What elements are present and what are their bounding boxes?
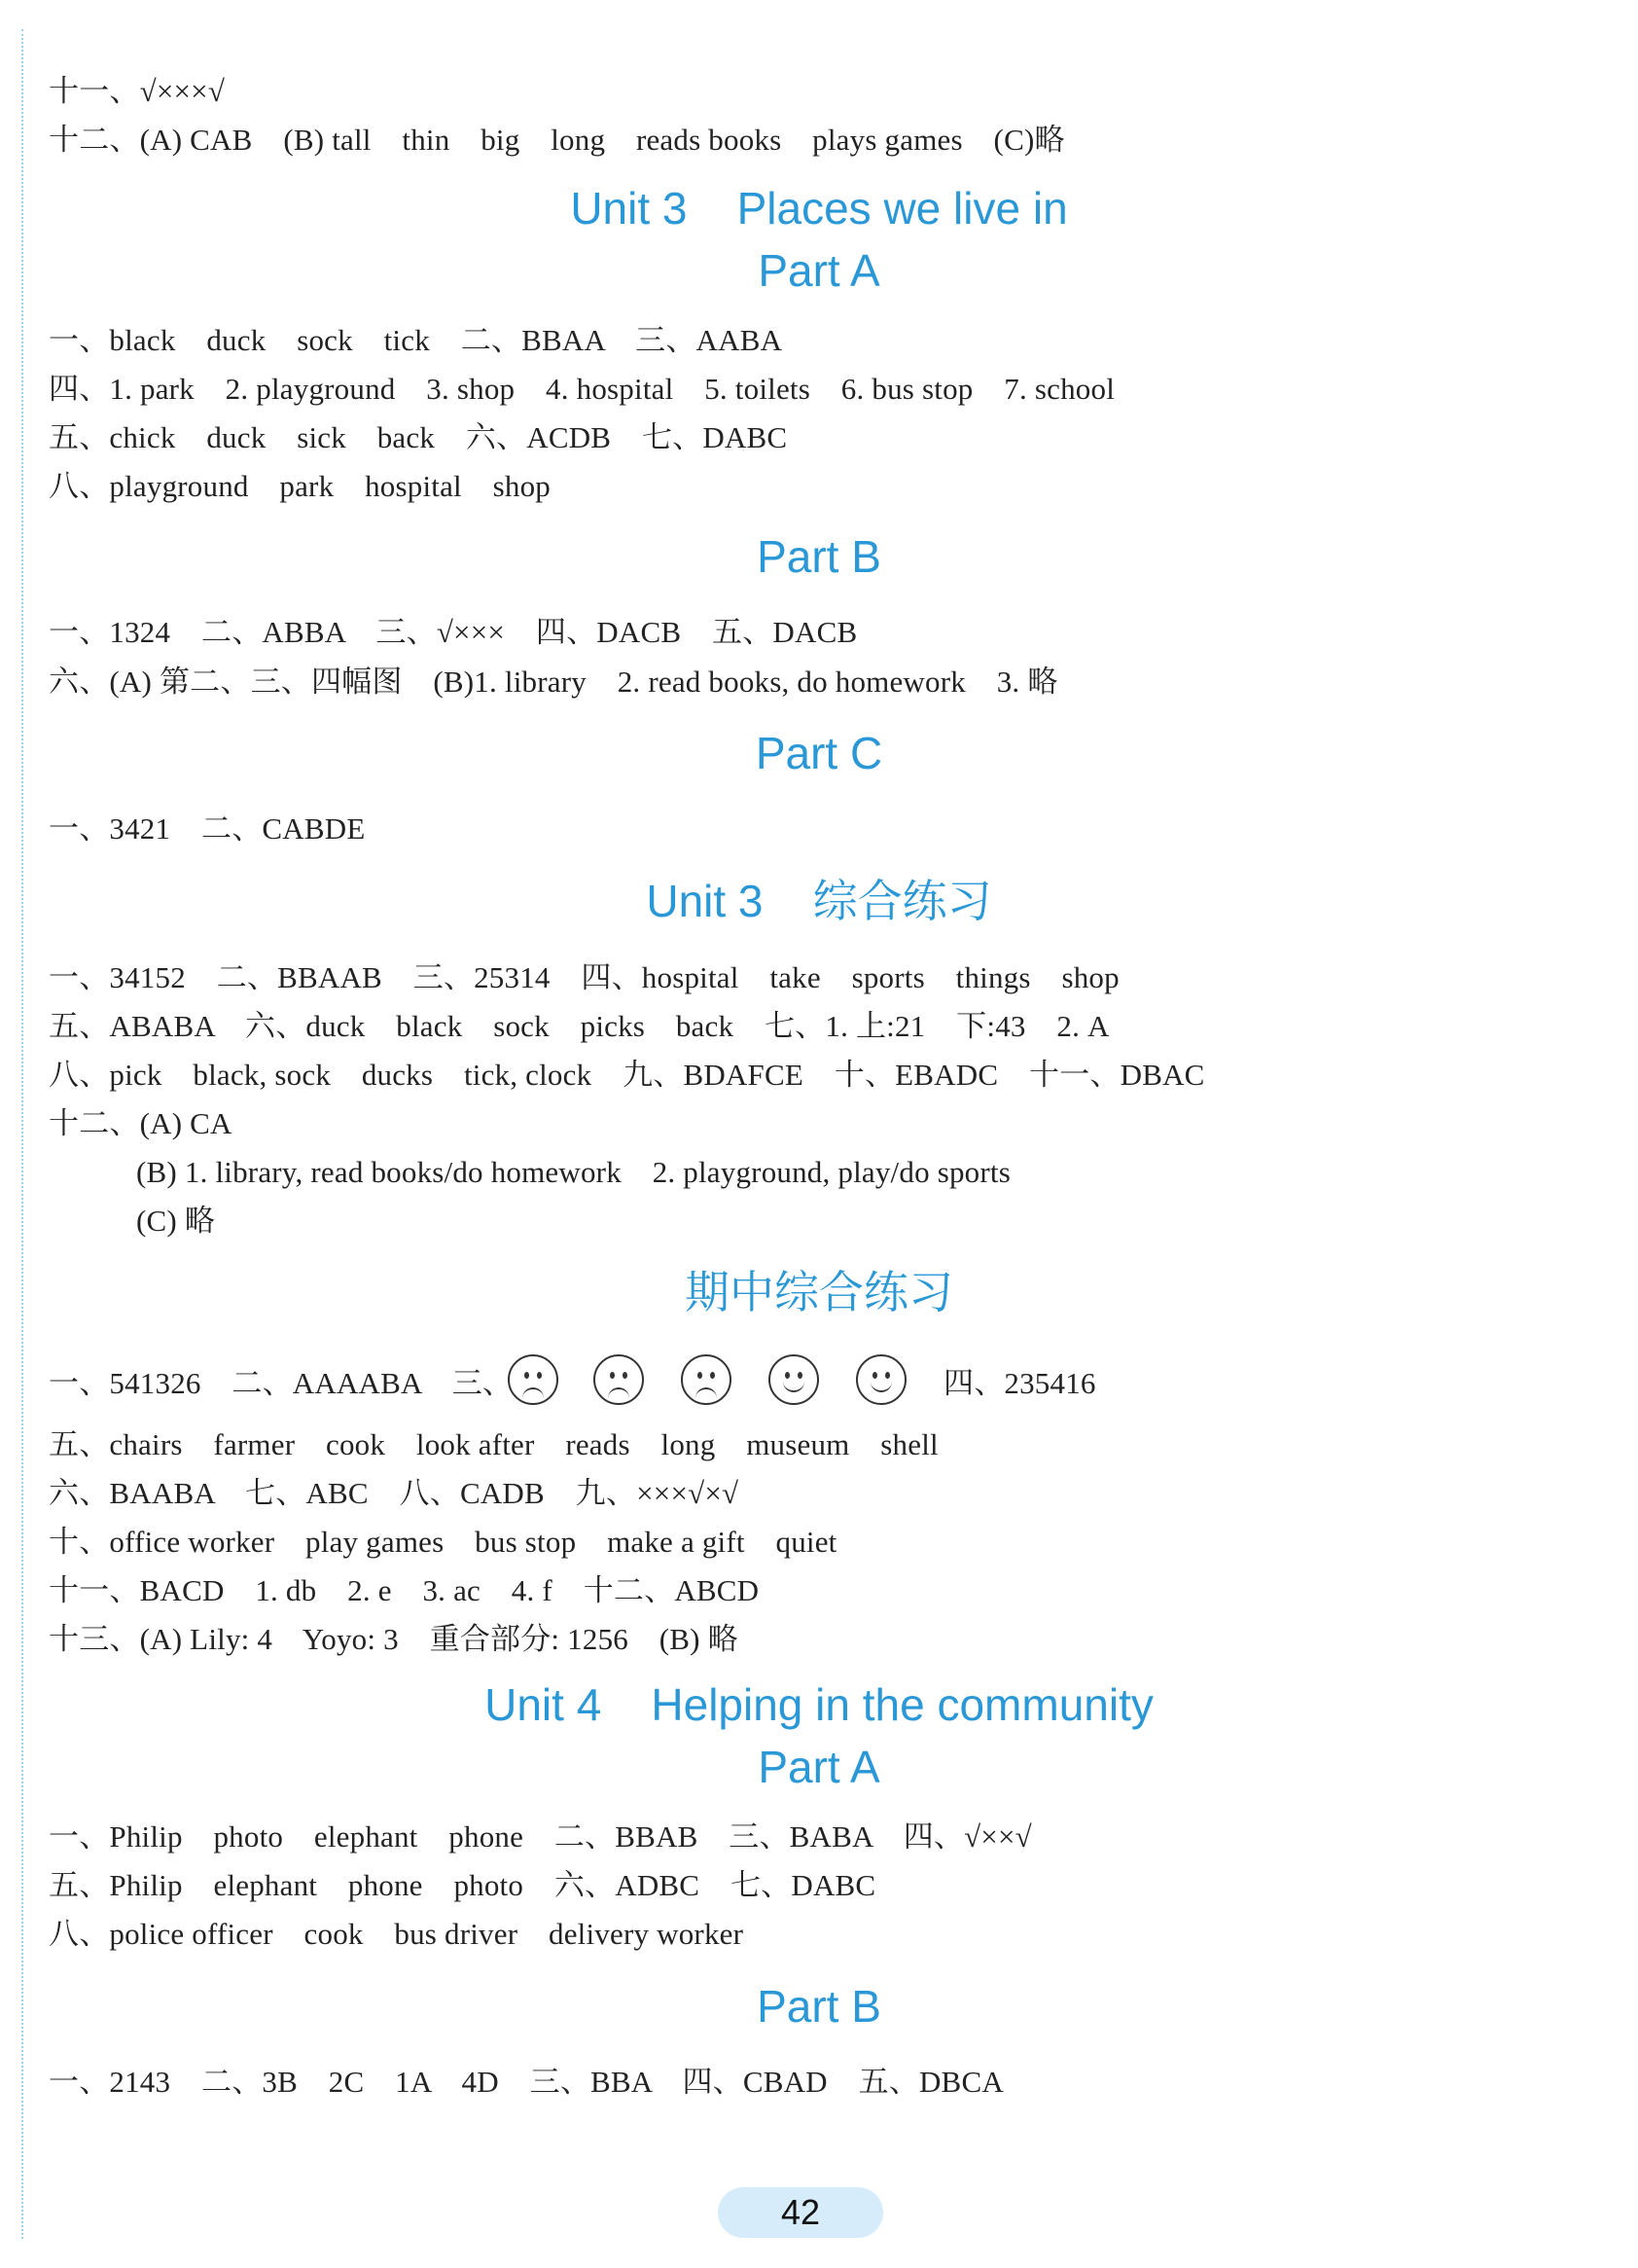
review-heading: Unit 3 综合练习 xyxy=(646,876,992,926)
answer-line: 十三、(A) Lily: 4 Yoyo: 3 重合部分: 1256 (B) 略 xyxy=(49,1622,738,1656)
unit-heading: Unit 4 Helping in the community xyxy=(484,1679,1154,1730)
answer-line: (C) 略 xyxy=(136,1204,216,1238)
part-heading: Part A xyxy=(758,1742,880,1792)
answer-line: 六、(A) 第二、三、四幅图 (B)1. library 2. read books, do homework 3. 略 xyxy=(49,665,1058,699)
answer-line: 四、235416 xyxy=(944,1366,1096,1400)
answer-line: 八、pick black, sock ducks tick, clock 九、BDAFCE 十、EBADC 十一、DBAC xyxy=(49,1058,1205,1092)
midterm-heading: 期中综合练习 xyxy=(685,1267,953,1317)
part-heading: Part B xyxy=(757,531,881,582)
answer-line: 十二、(A) CAB (B) tall thin big long reads books plays games (C)略 xyxy=(49,123,1065,157)
answer-line: 十一、BACD 1. db 2. e 3. ac 4. f 十二、ABCD xyxy=(49,1573,760,1607)
answer-line: 十二、(A) CA xyxy=(49,1106,232,1140)
answer-line: 八、police officer cook bus driver delivery worker xyxy=(49,1917,744,1951)
answer-line: 一、34152 二、BBAAB 三、25314 四、hospital take sports things shop xyxy=(49,960,1120,994)
happy-face-icon xyxy=(768,1354,819,1405)
happy-face-icon xyxy=(856,1354,907,1405)
page-number: 42 xyxy=(780,2192,821,2232)
answer-line: (B) 1. library, read books/do homework 2. playground, play/do sports xyxy=(136,1155,1011,1189)
answer-line: 十一、√×××√ xyxy=(49,74,226,108)
answer-line: 五、ABABA 六、duck black sock picks back 七、1. 上:21 下:43 2. A xyxy=(49,1009,1110,1043)
sad-face-icon xyxy=(508,1354,558,1405)
answer-line: 一、541326 二、AAAABA 三、 xyxy=(49,1366,514,1400)
answer-line: 一、1324 二、ABBA 三、√××× 四、DACB 五、DACB xyxy=(49,615,858,649)
answer-line: 五、Philip elephant phone photo 六、ADBC 七、DABC xyxy=(49,1868,876,1902)
answer-line: 十、office worker play games bus stop make a gift quiet xyxy=(49,1525,837,1559)
answer-line: 五、chick duck sick back 六、ACDB 七、DABC xyxy=(49,420,788,454)
answer-line: 一、black duck sock tick 二、BBAA 三、AABA xyxy=(49,323,783,357)
answer-line: 五、chairs farmer cook look after reads long museum shell xyxy=(49,1427,939,1461)
unit-heading: Unit 3 Places we live in xyxy=(570,183,1068,234)
answer-line: 一、2143 二、3B 2C 1A 4D 三、BBA 四、CBAD 五、DBCA xyxy=(49,2065,1004,2099)
part-heading: Part A xyxy=(758,245,880,296)
answer-line: 六、BAABA 七、ABC 八、CADB 九、×××√×√ xyxy=(49,1476,739,1510)
sad-face-icon xyxy=(593,1354,644,1405)
part-heading: Part B xyxy=(757,1981,881,2032)
answer-line: 四、1. park 2. playground 3. shop 4. hospital 5. toilets 6. bus stop 7. school xyxy=(49,372,1116,406)
answer-line: 一、Philip photo elephant phone 二、BBAB 三、BABA 四、√××√ xyxy=(49,1819,1032,1854)
margin-dotted-line xyxy=(21,29,23,2239)
answer-line: 八、playground park hospital shop xyxy=(49,469,552,503)
part-heading: Part C xyxy=(755,728,883,778)
sad-face-icon xyxy=(681,1354,731,1405)
answer-line: 一、3421 二、CABDE xyxy=(49,811,366,846)
